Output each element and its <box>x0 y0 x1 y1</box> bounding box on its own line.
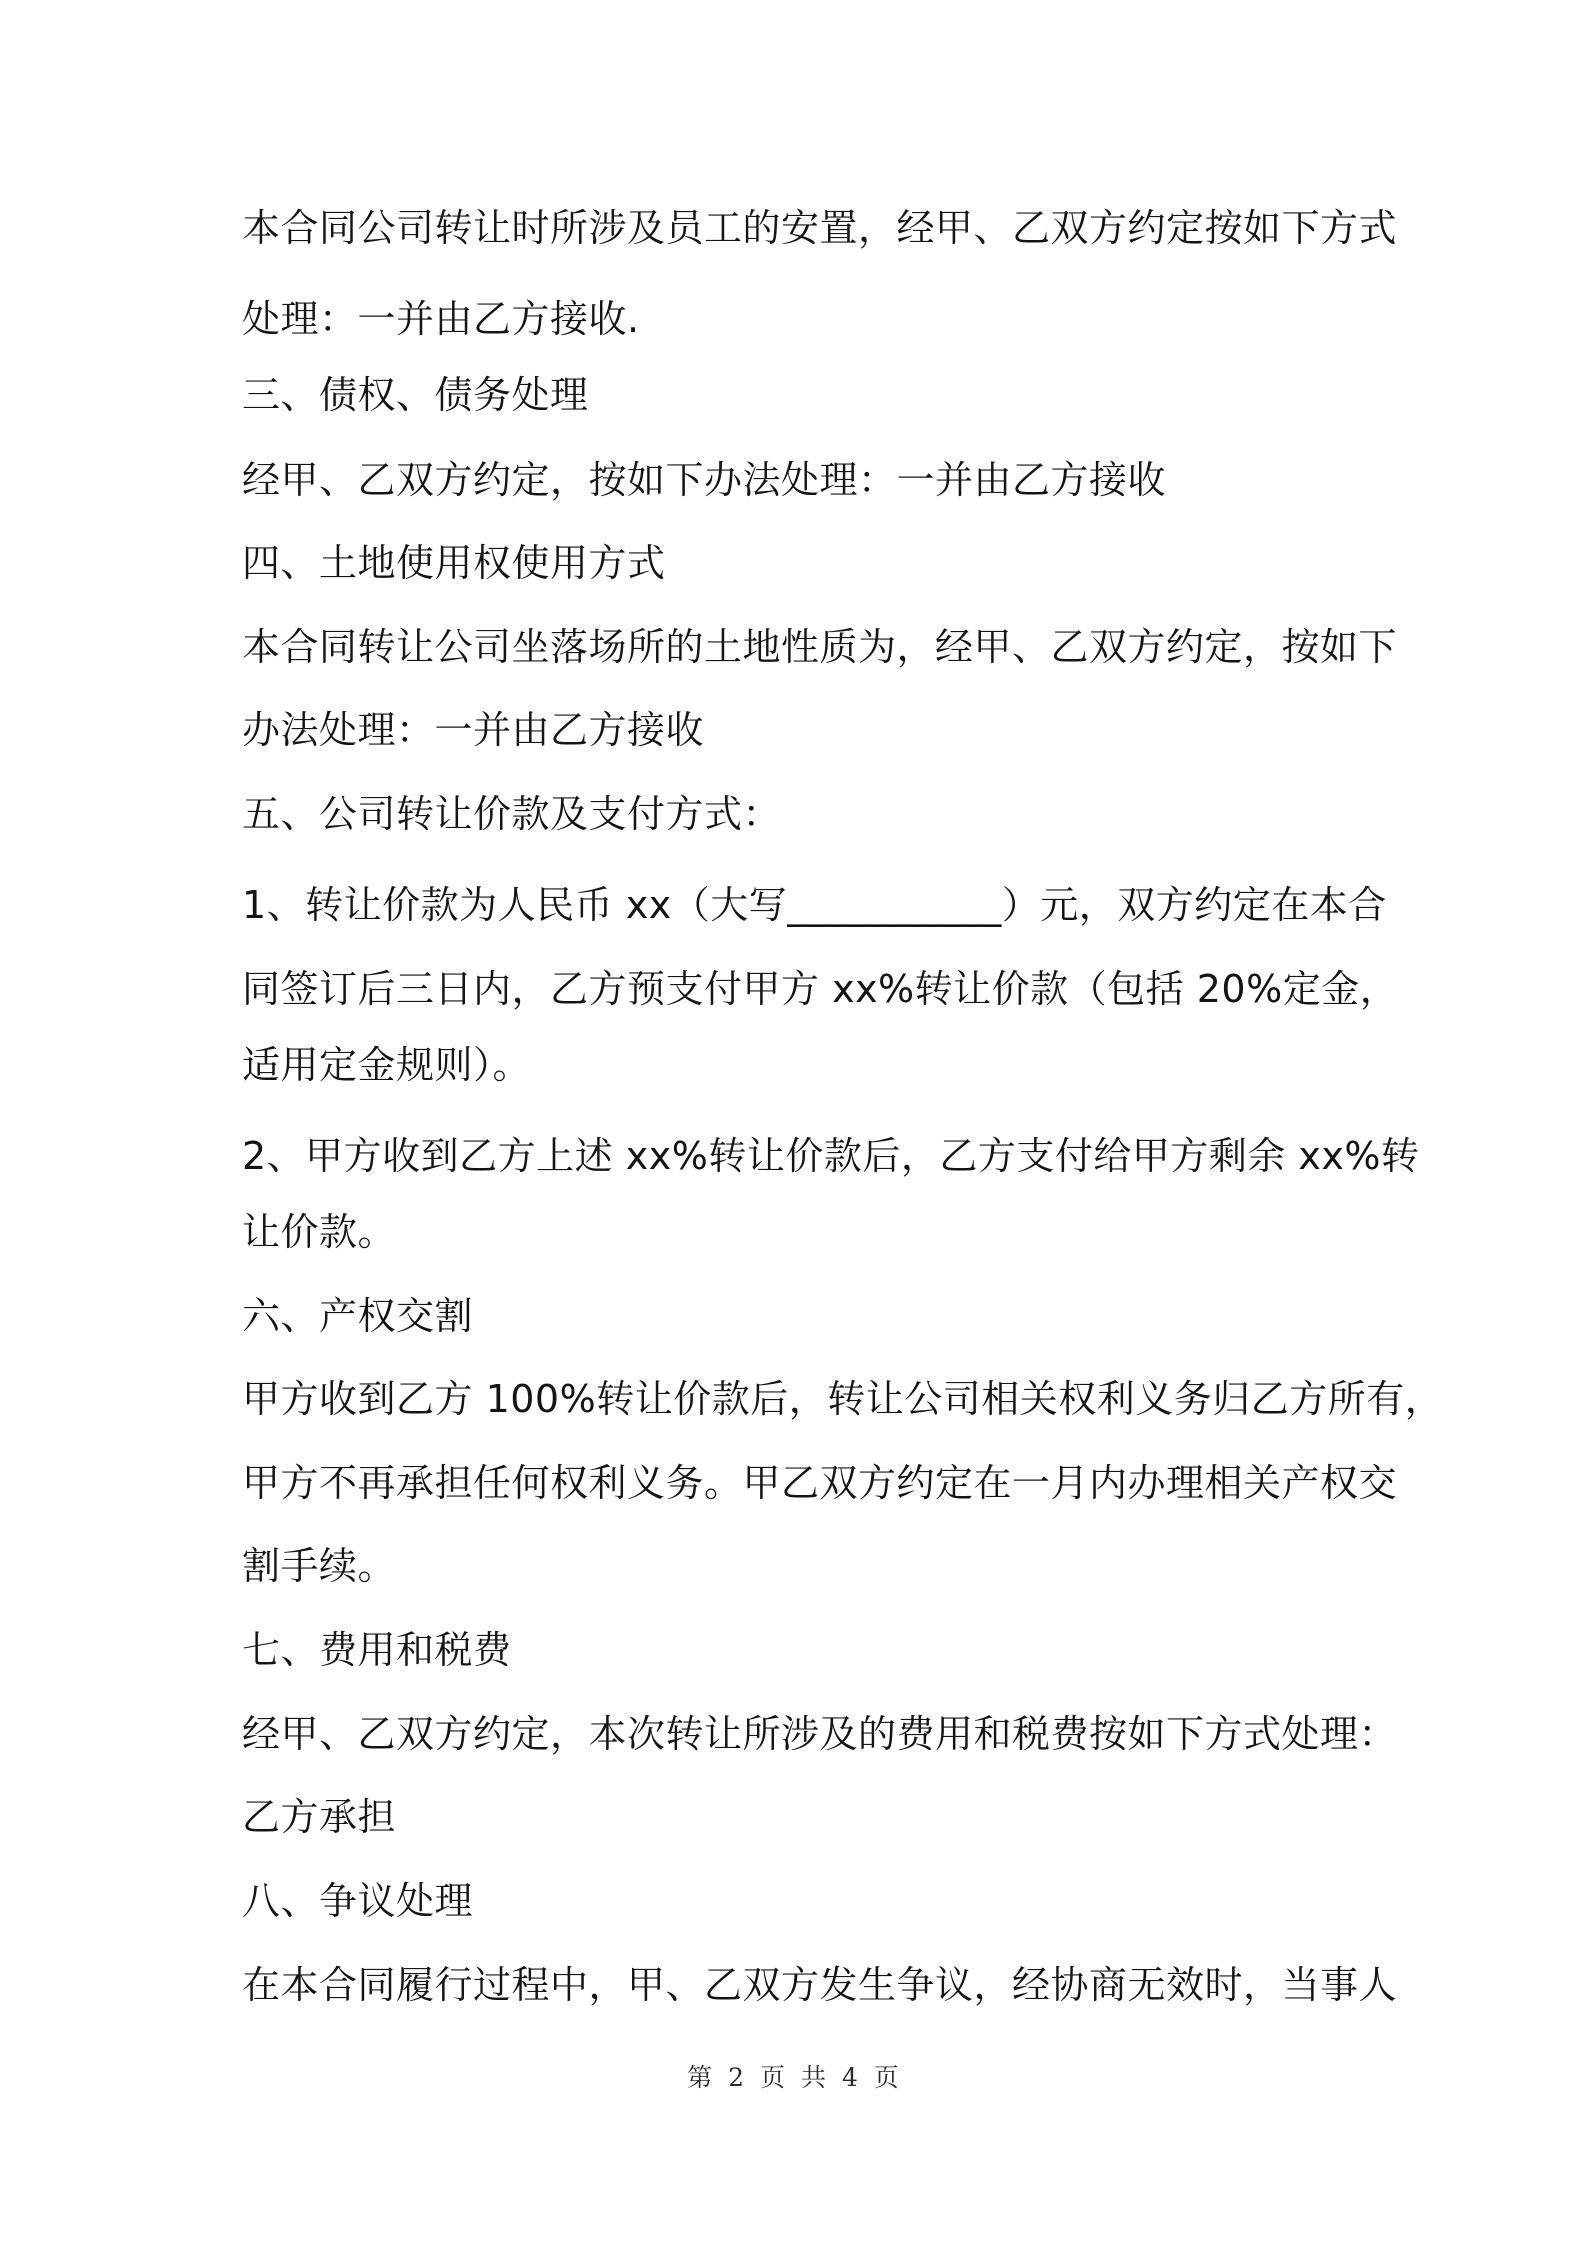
body-line: 同签订后三日内，乙方预支付甲方 xx%转让价款（包括 20%定金， <box>242 967 1399 1011</box>
body-line: 甲方收到乙方 100%转让价款后，转让公司相关权利义务归乙方所有， <box>242 1377 1444 1421</box>
section-heading: 五、公司转让价款及支付方式： <box>242 792 782 836</box>
body-line: 处理：一并由乙方接收. <box>242 297 640 341</box>
body-line: 2、甲方收到乙方上述 xx%转让价款后，乙方支付给甲方剩余 xx%转 <box>242 1134 1420 1178</box>
body-line: 本合同公司转让时所涉及员工的安置，经甲、乙双方约定按如下方式 <box>242 206 1398 250</box>
footer-total-word: 共 <box>800 2063 826 2092</box>
body-line: 办法处理：一并由乙方接收 <box>242 708 705 752</box>
body-line: 经甲、乙双方约定，本次转让所涉及的费用和税费按如下方式处理： <box>242 1712 1398 1756</box>
body-line: 甲方不再承担任何权利义务。甲乙双方约定在一月内办理相关产权交 <box>242 1461 1398 1505</box>
body-line: 在本合同履行过程中，甲、乙双方发生争议，经协商无效时，当事人 <box>242 1963 1398 2007</box>
body-line: 经甲、乙双方约定，按如下办法处理：一并由乙方接收 <box>242 458 1167 502</box>
body-line: 1、转让价款为人民币 xx（大写___________）元，双方约定在本合 <box>242 883 1387 927</box>
page-footer <box>0 2062 1586 2094</box>
section-heading: 三、债权、债务处理 <box>242 373 589 417</box>
footer-total-pages: 4 <box>841 2063 858 2092</box>
footer-prefix: 第 <box>687 2063 713 2092</box>
body-line: 适用定金规则）。 <box>242 1043 532 1087</box>
section-heading: 六、产权交割 <box>242 1294 474 1338</box>
body-line: 本合同转让公司坐落场所的土地性质为，经甲、乙双方约定，按如下 <box>242 625 1398 669</box>
footer-page-word: 页 <box>760 2063 786 2092</box>
footer-suffix: 页 <box>873 2063 899 2092</box>
footer-current-page: 2 <box>728 2063 745 2092</box>
body-line: 乙方承担 <box>242 1795 397 1839</box>
section-heading: 七、费用和税费 <box>242 1628 512 1672</box>
section-heading: 八、争议处理 <box>242 1879 474 1923</box>
body-line: 割手续。 <box>242 1544 397 1588</box>
section-heading: 四、土地使用权使用方式 <box>242 541 666 585</box>
body-line: 让价款。 <box>242 1210 397 1254</box>
